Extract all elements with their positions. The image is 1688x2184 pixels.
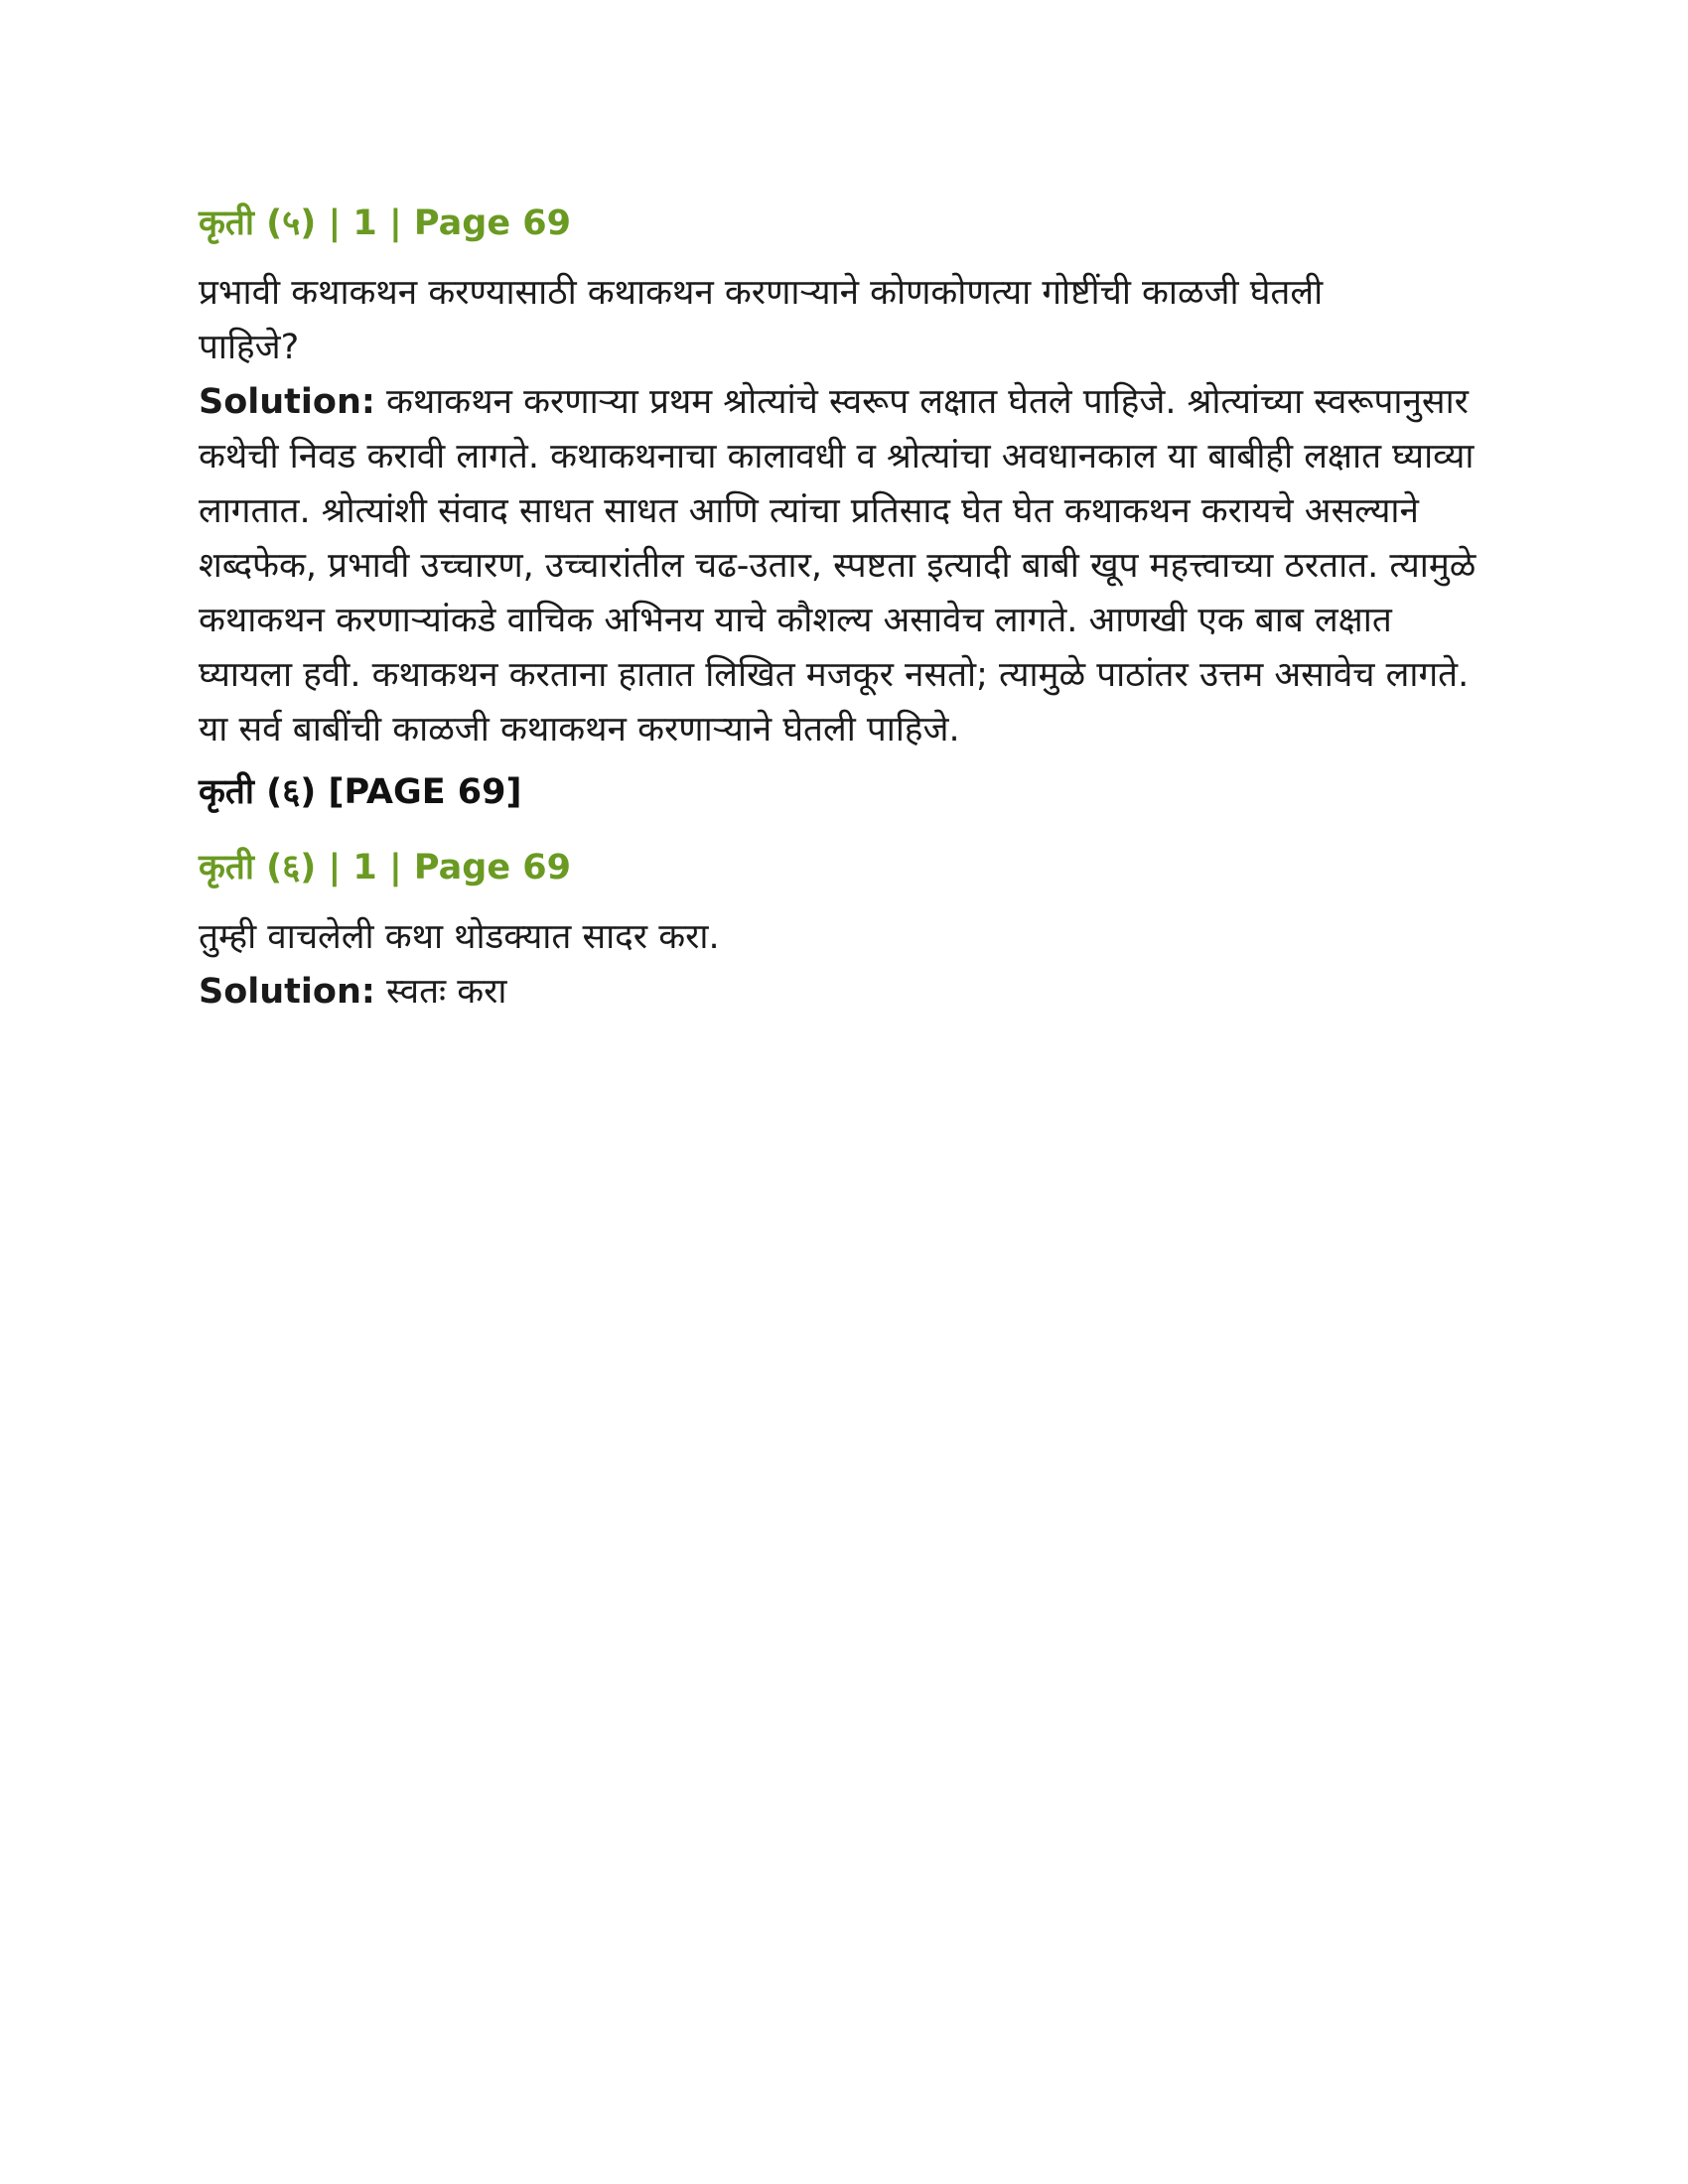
solution-paragraph (199, 965, 1489, 1020)
solution-text: स्वतः करा (386, 972, 507, 1012)
solution-label: Solution: (199, 382, 375, 422)
question-block-5 (199, 199, 1489, 757)
document-page (199, 199, 1489, 1027)
question-text: तुम्ही वाचलेली कथा थोडक्यात सादर करा. (199, 917, 720, 957)
question-heading: कृती (५) | 1 | Page 69 (199, 204, 571, 243)
solution-label: Solution: (199, 972, 375, 1012)
question-text: प्रभावी कथाकथन करण्यासाठी कथाकथन करणाऱ्याने कोणकोणत्या गोष्टींची काळजी घेतली पाहिजे? (199, 273, 1324, 367)
solution-text: कथाकथन करणाऱ्या प्रथम श्रोत्यांचे स्वरूप लक्षात घेतले पाहिजे. श्रोत्यांच्या स्वरूपानुसार कथेची निवड करावी लागते. कथाकथनाचा कालावधी व श्रोत्यांचा अवधानकाल या बाबीही लक्षात घ्याव्या लागतात. श्रोत्यांशी संवाद साधत साधत आणि त्यांचा प्रतिसाद घेत घेत कथाकथन करायचे असल्याने शब्दफेक, प्रभावी उच्चारण, उच्चारांतील चढ-उतार, स्पष्टता इत्यादी बाबी खूप महत्त्वाच्या ठरतात. त्यामुळे कथाकथन करणाऱ्यांकडे वाचिक अभिनय याचे कौशल्य असावेच लागते. आणखी एक बाब लक्षात घ्यायला हवी. कथाकथन करताना हातात लिखित मजकूर नसतो; त्यामुळे पाठांतर उत्तम असावेच लागते. या सर्व बाबींची काळजी कथाकथन करणाऱ्याने घेतली पाहिजे. (199, 382, 1477, 750)
section-title: कृती (६) [PAGE 69] (199, 772, 522, 812)
question-block-6 (199, 843, 1489, 1020)
question-heading: कृती (६) | 1 | Page 69 (199, 848, 571, 887)
solution-paragraph (199, 375, 1489, 757)
